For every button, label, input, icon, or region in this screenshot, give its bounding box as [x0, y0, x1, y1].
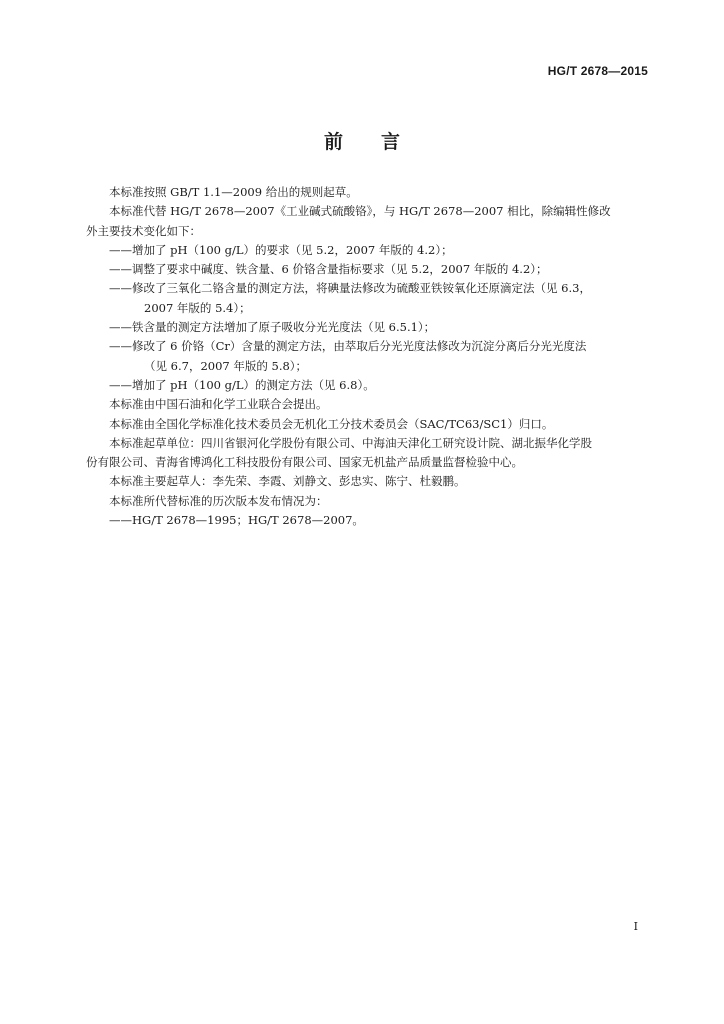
standard-code: HG/T 2678—2015	[547, 64, 648, 78]
page-title: 前言	[323, 131, 438, 153]
page-number: I	[633, 920, 638, 933]
change-item-cr6-method: ——修改了 6 价铬（Cr）含量的测定方法，由萃取后分光光度法修改为沉淀分离后分光光度法	[109, 339, 587, 354]
change-item-cr6-method-cont: （见 6.7，2007 年版的 5.8）；	[144, 358, 308, 373]
change-item-indicators: ——调整了要求中碱度、铁含量、6 价铬含量指标要求（见 5.2，2007 年版的 4.2）；	[109, 262, 548, 277]
foreword-body	[86, 183, 646, 530]
previous-editions-list: ——HG/T 2678—1995；HG/T 2678—2007。	[109, 513, 364, 528]
change-item-cr2o3-method: ——修改了三氧化二铬含量的测定方法，将碘量法修改为硫酸亚铁铵氧化还原滴定法（见 6.3，	[109, 281, 591, 296]
paragraph-drafting-rules: 本标准按照 GB/T 1.1—2009 给出的规则起草。	[109, 185, 358, 199]
change-item-ph-requirement: ——增加了 pH（100 g/L）的要求（见 5.2，2007 年版的 4.2）；	[109, 242, 453, 257]
paragraph-drafting-units-cont: 份有限公司、青海省博鸿化工科技股份有限公司、国家无机盐产品质量监督检验中心。	[86, 455, 523, 470]
paragraph-proposed-by: 本标准由中国石油和化学工业联合会提出。	[109, 397, 328, 412]
paragraph-replaces: 本标准代替 HG/T 2678—2007《工业碱式硫酸铬》，与 HG/T 2678—2007 相比，除编辑性修改	[109, 204, 611, 219]
paragraph-previous-editions: 本标准所代替标准的历次版本发布情况为：	[109, 493, 328, 508]
change-item-cr2o3-method-cont: 2007 年版的 5.4）；	[144, 300, 251, 315]
paragraph-drafting-units: 本标准起草单位：四川省银河化学股份有限公司、中海油天津化工研究设计院、湖北振华化学股	[109, 435, 592, 450]
paragraph-under-jurisdiction: 本标准由全国化学标准化技术委员会无机化工分技术委员会（SAC/TC63/SC1）归口。	[109, 416, 554, 431]
paragraph-replaces-cont: 外主要技术变化如下：	[86, 223, 201, 238]
change-item-ph-method: ——增加了 pH（100 g/L）的测定方法（见 6.8）。	[109, 377, 375, 392]
paragraph-drafters: 本标准主要起草人：李先荣、李霞、刘静文、彭忠实、陈宁、杜毅鹏。	[109, 474, 466, 489]
change-item-iron-method: ——铁含量的测定方法增加了原子吸收分光光度法（见 6.5.1）；	[109, 320, 436, 335]
